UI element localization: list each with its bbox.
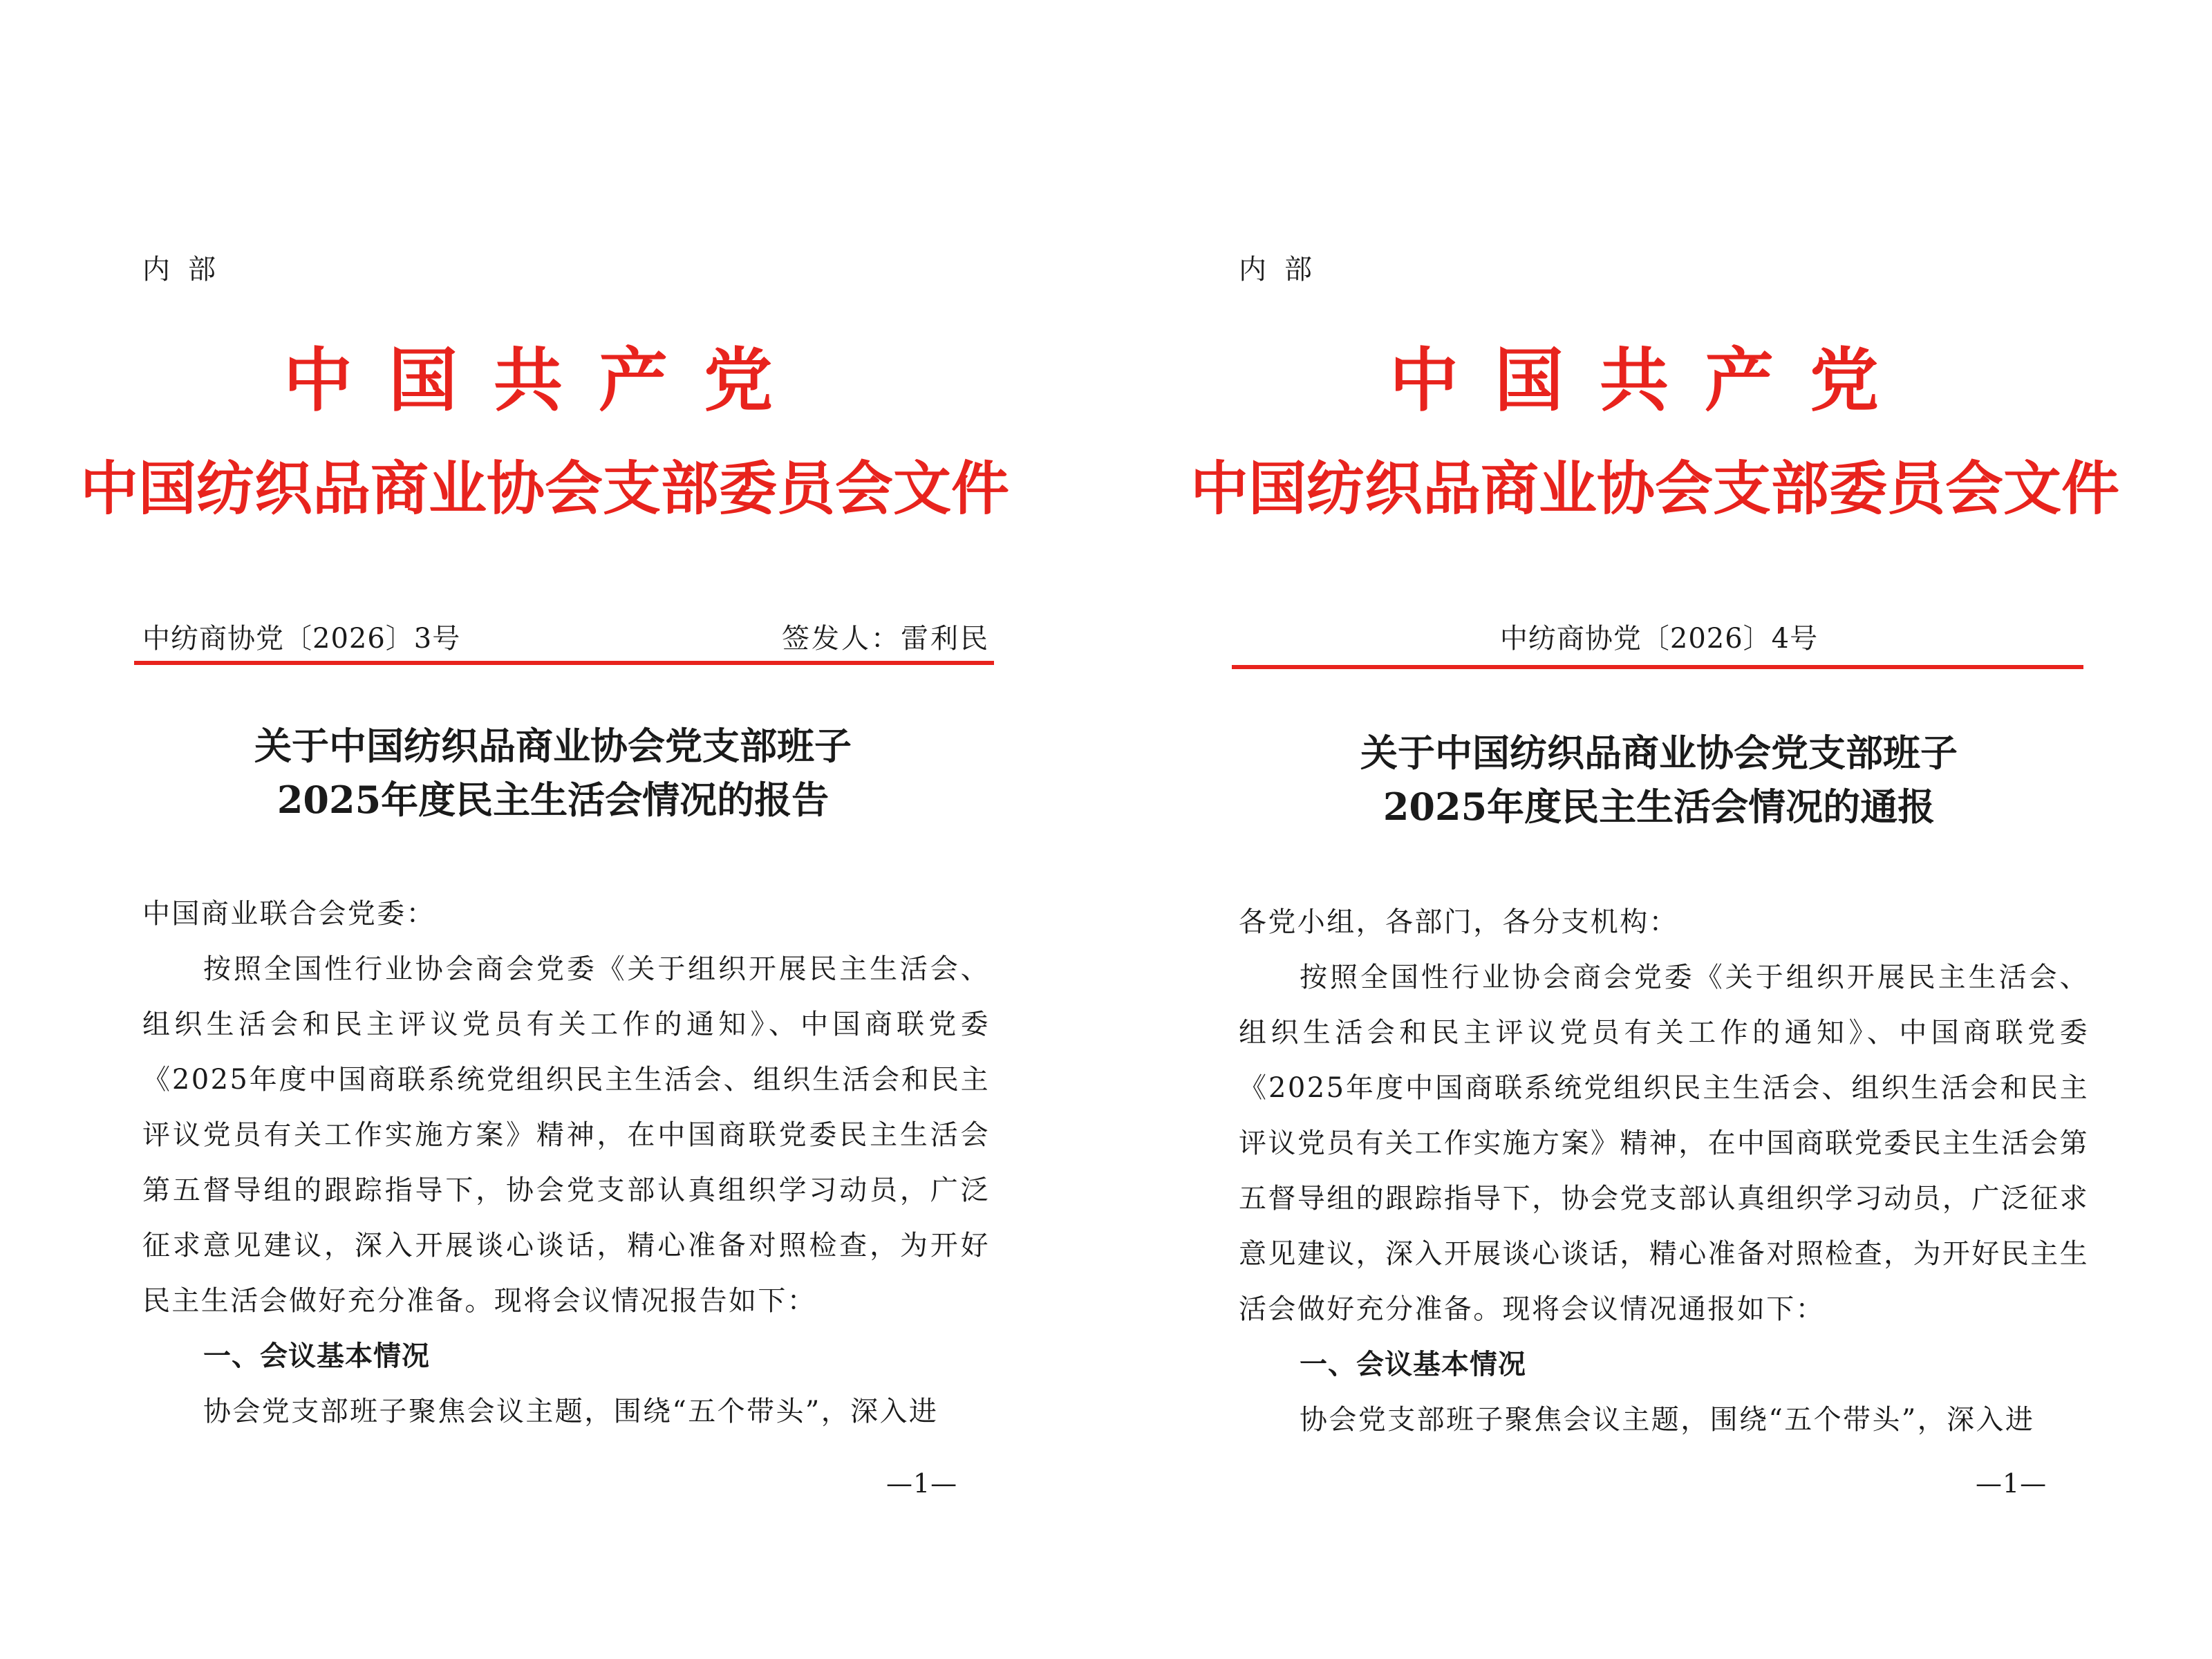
red-divider [1232, 665, 2083, 669]
document-title [0, 719, 1106, 827]
document-number: 中纺商协党〔2026〕3号 [142, 623, 461, 655]
body-paragraph: 按照全国性行业协会商会党委《关于组织开展民主生活会、组织生活会和民主评议党员有关工作的通知》、中国商联党委《2025年度中国商联系统党组织民主生活会、组织生活会和民主评议党员有关工作实施方案》精神，在中国商联党委民主生活会第五督导组的跟踪指导下，协会党支部认真组织学习动员，广泛征求意见建议，深入开展谈心谈话，精心准备对照检查，为开好民主生活会做好充分准备。现将会议情况通报如下： [1239, 962, 2089, 1325]
document-number-row [1106, 617, 2212, 656]
committee-heading: 中国纺织品商业协会支部委员会文件 [79, 454, 1009, 523]
document-body [1239, 894, 2089, 1447]
internal-marker: 内部 [1239, 254, 1330, 285]
page-number: —1— [886, 1468, 958, 1499]
salutation: 各党小组，各部门，各分支机构： [1239, 906, 1678, 938]
document-number: 中纺商协党〔2026〕4号 [1499, 623, 1819, 655]
section-heading: 一、会议基本情况 [203, 1340, 430, 1372]
title-line-2: 2025年度民主生活会情况的报告 [276, 778, 830, 822]
page-number: —1— [1976, 1468, 2047, 1499]
document-page-right [1106, 0, 2212, 1659]
red-divider [134, 661, 994, 665]
party-heading: 中国共产党 [283, 339, 809, 421]
internal-marker: 内部 [142, 254, 234, 285]
document-number-row [142, 617, 990, 656]
body-paragraph: 按照全国性行业协会商会党委《关于组织开展民主生活会、组织生活会和民主评议党员有关工作的通知》、中国商联党委《2025年度中国商联系统党组织民主生活会、组织生活会和民主评议党员有关工作实施方案》精神，在中国商联党委民主生活会第五督导组的跟踪指导下，协会党支部认真组织学习动员，广泛征求意见建议，深入开展谈心谈话，精心准备对照检查，为开好民主生活会做好充分准备。现将会议情况报告如下： [142, 953, 990, 1317]
salutation: 中国商业联合会党委： [142, 898, 435, 930]
title-line-2: 2025年度民主生活会情况的通报 [1382, 785, 1936, 829]
body-paragraph: 协会党支部班子聚焦会议主题，围绕“五个带头”，深入进 [1300, 1404, 2035, 1436]
document-body [142, 886, 990, 1439]
document-title [1106, 726, 2212, 834]
committee-heading: 中国纺织品商业协会支部委员会文件 [1190, 454, 2119, 523]
signer: 签发人：雷利民 [782, 623, 990, 655]
title-line-1: 关于中国纺织品商业协会党支部班子 [254, 724, 852, 768]
title-line-1: 关于中国纺织品商业协会党支部班子 [1360, 731, 1958, 775]
body-paragraph: 协会党支部班子聚焦会议主题，围绕“五个带头”，深入进 [203, 1396, 939, 1427]
party-heading: 中国共产党 [1389, 339, 1915, 421]
section-heading: 一、会议基本情况 [1300, 1349, 1526, 1380]
